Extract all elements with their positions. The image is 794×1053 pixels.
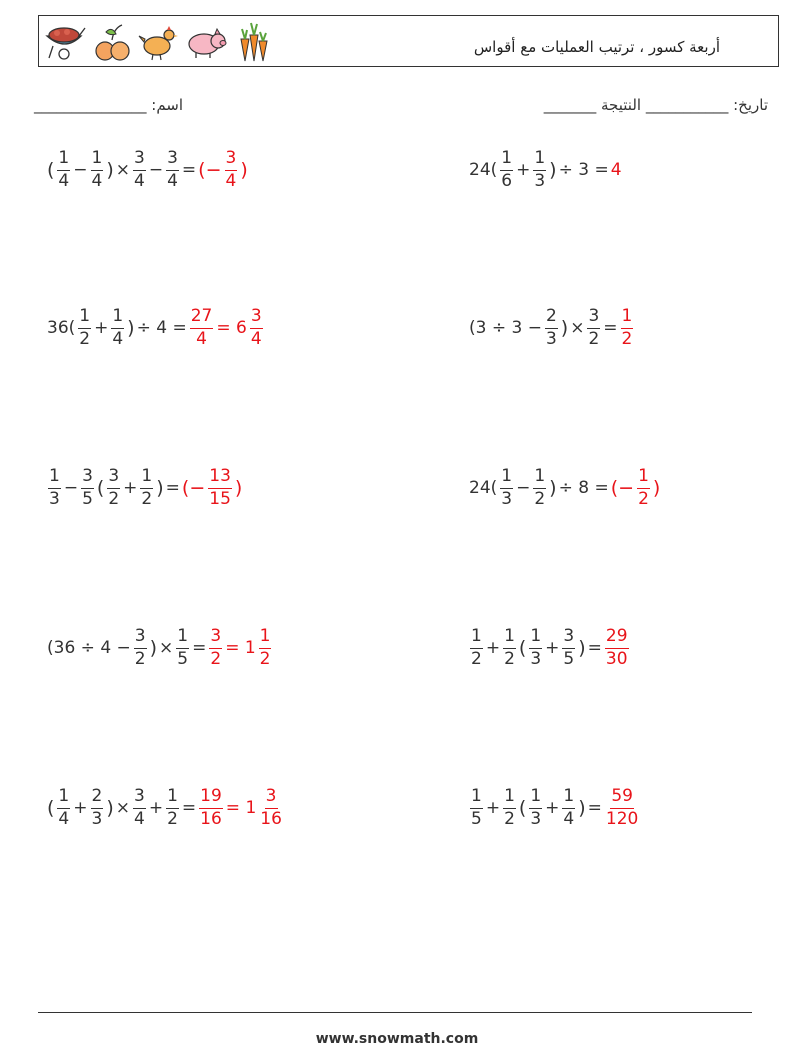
- numerator: 1: [111, 308, 124, 329]
- operator: +: [545, 798, 560, 818]
- denominator: 4: [58, 170, 70, 191]
- parenthesis: ): [652, 477, 661, 499]
- denominator: 4: [91, 170, 103, 191]
- footer-website: www.snowmath.com: [315, 1031, 479, 1047]
- fraction: [166, 785, 179, 829]
- denominator: 2: [210, 648, 222, 669]
- fraction: [533, 147, 546, 191]
- numerator: 1: [637, 468, 650, 489]
- problem-7: [46, 618, 273, 678]
- denominator: 16: [260, 808, 282, 829]
- parenthesis: ): [240, 159, 248, 181]
- numerator: 1: [621, 308, 634, 329]
- operator: −: [73, 160, 88, 180]
- numerator: 3: [107, 468, 120, 489]
- problem-3: [46, 298, 265, 358]
- fraction: [545, 305, 558, 349]
- numerator: 2: [91, 788, 104, 809]
- denominator: 3: [49, 488, 60, 509]
- problem-8: [468, 618, 631, 678]
- numerator: 1: [500, 468, 513, 489]
- answer-fraction: [637, 465, 650, 509]
- parenthesis: ): [127, 317, 135, 339]
- denominator: 4: [250, 328, 262, 349]
- operator: +: [545, 638, 560, 658]
- operator: +: [73, 798, 88, 818]
- operator: +: [123, 478, 138, 498]
- fraction: [503, 785, 516, 829]
- numerator: 1: [57, 788, 70, 809]
- denominator: 120: [605, 808, 639, 829]
- header-icons: [43, 19, 273, 65]
- parenthesis: ): [106, 159, 114, 181]
- parenthesis: (: [47, 797, 55, 819]
- denominator: 4: [167, 170, 178, 191]
- denominator: 4: [112, 328, 124, 349]
- hen-icon: [137, 22, 179, 62]
- answer-text: = 1: [225, 798, 257, 818]
- operator: =: [192, 638, 207, 658]
- problem-6: [468, 458, 661, 518]
- numerator: 3: [133, 788, 146, 809]
- problem-9: [46, 778, 285, 838]
- numerator: 13: [208, 468, 232, 489]
- fraction: [57, 147, 70, 191]
- operator: −: [516, 478, 531, 498]
- fraction: [529, 785, 542, 829]
- operator: ×: [570, 318, 585, 338]
- operator: 24(: [469, 478, 498, 498]
- operator: ÷ 8 =: [558, 478, 609, 498]
- numerator: 1: [529, 788, 542, 809]
- fraction: [587, 305, 600, 349]
- numerator: 3: [265, 788, 278, 809]
- fraction: [503, 625, 516, 669]
- operator: +: [485, 798, 501, 818]
- fraction: [81, 465, 94, 509]
- denominator: 2: [588, 328, 600, 349]
- fraction: [134, 625, 147, 669]
- answer-fraction: [259, 625, 272, 669]
- numerator: 1: [503, 788, 516, 809]
- fraction: [133, 147, 146, 191]
- answer-fraction: [199, 785, 223, 829]
- denominator: 3: [91, 808, 103, 829]
- denominator: 2: [134, 648, 146, 669]
- operator: =: [165, 478, 180, 498]
- denominator: 2: [141, 488, 153, 509]
- numerator: 1: [533, 150, 546, 171]
- answer-fraction: [250, 305, 263, 349]
- denominator: 4: [196, 328, 207, 349]
- operator: −: [63, 478, 79, 498]
- operator: ÷ 3 =: [558, 160, 609, 180]
- denominator: 3: [501, 488, 513, 509]
- numerator: 1: [57, 150, 70, 171]
- fraction: [133, 785, 146, 829]
- numerator: 1: [91, 150, 104, 171]
- fraction: [91, 785, 104, 829]
- numerator: 3: [209, 628, 222, 649]
- denominator: 16: [200, 808, 222, 829]
- denominator: 5: [177, 648, 189, 669]
- fraction: [500, 147, 513, 191]
- worksheet-title: أربعة كسور ، ترتيب العمليات مع أقواس: [473, 38, 720, 56]
- parenthesis: ): [106, 797, 114, 819]
- date-score-field: تاريخ: ___________ النتيجة _______: [543, 96, 768, 114]
- numerator: 3: [133, 150, 146, 171]
- worksheet-header: [38, 15, 779, 67]
- fraction: [57, 785, 70, 829]
- denominator: 4: [134, 170, 145, 191]
- fraction: [533, 465, 546, 509]
- fraction: [562, 785, 575, 829]
- fraction: [562, 625, 575, 669]
- numerator: 3: [81, 468, 94, 489]
- problem-2: [468, 140, 623, 200]
- denominator: 4: [563, 808, 575, 829]
- footer-divider: [38, 1012, 752, 1013]
- denominator: 2: [471, 648, 482, 669]
- operator: ×: [115, 160, 130, 180]
- fraction: [78, 305, 91, 349]
- numerator: 1: [529, 628, 542, 649]
- carrots-icon: [233, 21, 273, 63]
- operator: −: [148, 160, 164, 180]
- answer-fraction: [225, 147, 238, 191]
- numerator: 59: [610, 788, 634, 809]
- numerator: 3: [166, 150, 179, 171]
- numerator: 1: [166, 788, 179, 809]
- denominator: 6: [501, 170, 513, 191]
- answer-fraction: [621, 305, 634, 349]
- operator: =: [587, 798, 602, 818]
- numerator: 3: [134, 628, 147, 649]
- denominator: 2: [504, 808, 515, 829]
- answer-fraction: [605, 785, 639, 829]
- name-field: اسم: _______________: [34, 96, 184, 114]
- parenthesis: ): [156, 477, 164, 499]
- numerator: 1: [500, 150, 513, 171]
- numerator: 1: [503, 628, 516, 649]
- operator: 24(: [469, 160, 498, 180]
- denominator: 5: [471, 808, 482, 829]
- peach-icon: [92, 22, 132, 62]
- answer-text: = 1: [225, 638, 256, 658]
- numerator: 1: [48, 468, 61, 489]
- denominator: 4: [225, 170, 237, 191]
- numerator: 1: [140, 468, 153, 489]
- denominator: 2: [534, 488, 546, 509]
- fraction: [500, 465, 513, 509]
- denominator: 2: [79, 328, 91, 349]
- fraction: [91, 147, 104, 191]
- answer-fraction: [209, 625, 222, 669]
- numerator: 3: [587, 308, 600, 329]
- operator: =: [587, 638, 602, 658]
- fraction: [107, 465, 120, 509]
- parenthesis: (: [518, 797, 527, 819]
- numerator: 1: [78, 308, 91, 329]
- operator: (36 ÷ 4 −: [47, 638, 131, 658]
- parenthesis: (−: [181, 477, 206, 499]
- numerator: 1: [533, 468, 546, 489]
- operator: ×: [115, 798, 130, 818]
- pig-icon: [184, 22, 228, 62]
- operator: (3 ÷ 3 −: [469, 318, 542, 338]
- operator: ×: [159, 638, 174, 658]
- denominator: 4: [134, 808, 145, 829]
- operator: 36(: [47, 318, 76, 338]
- operator: +: [148, 798, 164, 818]
- fraction: [529, 625, 542, 669]
- denominator: 3: [530, 648, 542, 669]
- operator: =: [181, 160, 197, 180]
- denominator: 2: [259, 648, 271, 669]
- parenthesis: ): [578, 797, 586, 819]
- parenthesis: ): [234, 477, 243, 499]
- numerator: 19: [199, 788, 223, 809]
- denominator: 30: [605, 648, 628, 669]
- parenthesis: ): [578, 637, 586, 659]
- numerator: 1: [259, 628, 272, 649]
- fraction: [111, 305, 124, 349]
- parenthesis: (: [96, 477, 105, 499]
- operator: =: [603, 318, 618, 338]
- problem-5: [46, 458, 243, 518]
- numerator: 27: [190, 308, 214, 329]
- parenthesis: ): [560, 317, 569, 339]
- denominator: 3: [534, 170, 546, 191]
- problem-4: [468, 298, 635, 358]
- parenthesis: ): [549, 477, 557, 499]
- numerator: 1: [176, 628, 189, 649]
- denominator: 3: [530, 808, 542, 829]
- denominator: 2: [167, 808, 178, 829]
- parenthesis: (−: [198, 159, 222, 181]
- operator: +: [516, 160, 531, 180]
- numerator: 29: [605, 628, 629, 649]
- numerator: 1: [470, 788, 483, 809]
- denominator: 2: [108, 488, 120, 509]
- fraction: [48, 465, 61, 509]
- parenthesis: (: [518, 637, 527, 659]
- fraction: [140, 465, 153, 509]
- problem-1: [46, 140, 249, 200]
- numerator: 3: [562, 628, 575, 649]
- parenthesis: (−: [610, 477, 635, 499]
- fraction: [470, 785, 483, 829]
- numerator: 3: [225, 150, 238, 171]
- operator: ÷ 4 =: [136, 318, 187, 338]
- problem-10: [468, 778, 641, 838]
- denominator: 5: [563, 648, 575, 669]
- operator: =: [181, 798, 197, 818]
- answer-fraction: [605, 625, 629, 669]
- fraction: [470, 625, 483, 669]
- denominator: 2: [638, 488, 649, 509]
- fraction: [176, 625, 189, 669]
- numerator: 1: [562, 788, 575, 809]
- parenthesis: (: [47, 159, 55, 181]
- answer-fraction: [208, 465, 232, 509]
- answer-fraction: [259, 785, 283, 829]
- denominator: 3: [545, 328, 557, 349]
- fraction: [166, 147, 179, 191]
- numerator: 3: [250, 308, 263, 329]
- parenthesis: ): [149, 637, 158, 659]
- operator: +: [94, 318, 109, 338]
- denominator: 5: [82, 488, 93, 509]
- answer-fraction: [190, 305, 214, 349]
- wheelbarrow-icon: [43, 22, 87, 62]
- denominator: 2: [621, 328, 633, 349]
- parenthesis: ): [549, 159, 557, 181]
- operator: +: [485, 638, 501, 658]
- denominator: 4: [58, 808, 70, 829]
- denominator: 2: [504, 648, 515, 669]
- answer-text: 4: [610, 160, 622, 180]
- numerator: 1: [470, 628, 483, 649]
- numerator: 2: [545, 308, 558, 329]
- denominator: 15: [209, 488, 231, 509]
- answer-text: = 6: [216, 318, 247, 338]
